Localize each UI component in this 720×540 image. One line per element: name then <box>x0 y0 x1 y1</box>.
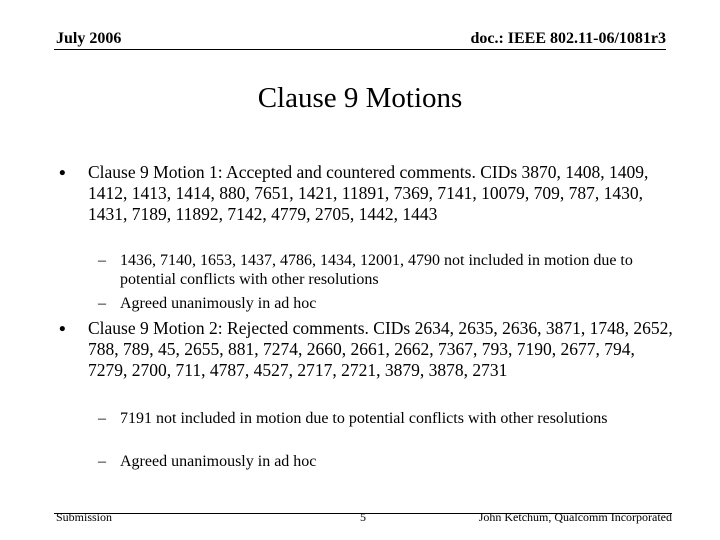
header-divider <box>54 49 666 50</box>
sub-bullet-marker: – <box>98 252 106 269</box>
sub-bullet-text: Agreed unanimously in ad hoc <box>120 295 317 312</box>
sub-bullet-text: Agreed unanimously in ad hoc <box>120 453 317 470</box>
sub-bullet-text: 1436, 7140, 1653, 1437, 4786, 1434, 12001, 4790 not included in motion due to potential conflicts with other resolutions <box>120 252 633 288</box>
sub-bullet-marker: – <box>98 295 106 312</box>
header-doc-id: doc.: IEEE 802.11-06/1081r3 <box>470 30 666 47</box>
sub-bullet-marker: – <box>98 453 106 470</box>
bullet-marker: • <box>59 163 66 184</box>
bullet-text-motion-1: Clause 9 Motion 1: Accepted and countered comments. CIDs 3870, 1408, 1409, 1412, 1413, 1414, 880, 7651, 1421, 11891, 7369, 7141, 10079, 709, 787, 1430, 1431, 7189, 11892, 7142, 4779, 2705, 1442, 1443 <box>88 162 649 224</box>
bullet-marker: • <box>59 319 66 340</box>
header-date: July 2006 <box>56 30 122 47</box>
page-number: 5 <box>360 510 366 524</box>
sub-bullet-marker: – <box>98 410 106 427</box>
footer-author: John Ketchum, Qualcomm Incorporated <box>478 510 672 524</box>
footer-submission: Submission <box>56 510 113 524</box>
sub-bullet-text: 7191 not included in motion due to potential conflicts with other resolutions <box>120 410 608 427</box>
bullet-text-motion-2: Clause 9 Motion 2: Rejected comments. CIDs 2634, 2635, 2636, 3871, 1748, 2652, 788, 789, 45, 2655, 881, 7274, 2660, 2661, 2662, 7367, 793, 7190, 2677, 794, 7279, 2700, 711, 4787, 4527, 2717, 2721, 3879, 3878, 2731 <box>88 318 673 380</box>
slide-title: Clause 9 Motions <box>257 82 463 114</box>
